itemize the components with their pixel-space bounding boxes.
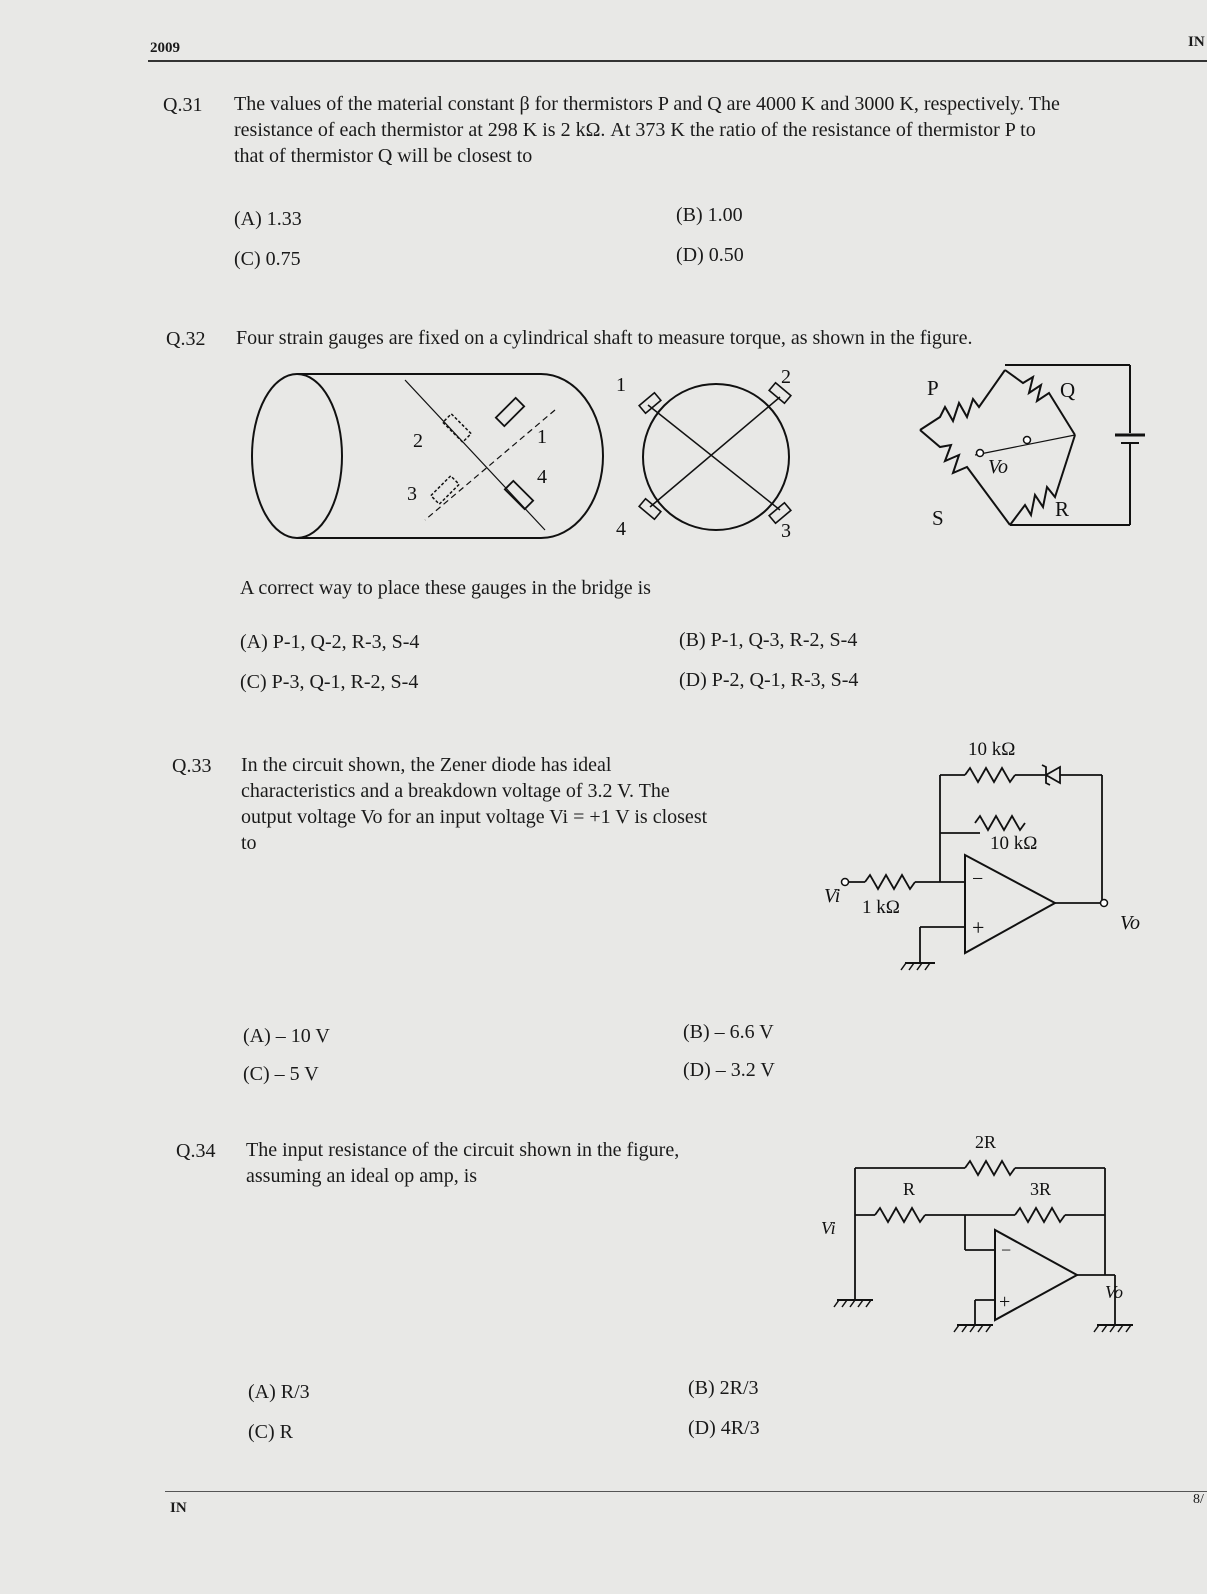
q31-text	[234, 91, 1194, 169]
end-gauge-1	[639, 393, 661, 414]
shaft-label-3: 3	[407, 483, 417, 505]
q32-bridge-figure	[915, 365, 1155, 540]
header-rule	[148, 60, 1207, 62]
q34-option-a: (A) R/3	[248, 1381, 310, 1403]
q34-text	[246, 1137, 679, 1189]
q31-text-line2: resistance of each thermistor at 298 K is 2 kΩ. At 373 K the ratio of the resistance of thermistor P to	[234, 119, 1036, 141]
q33-circuit-figure	[820, 735, 1150, 985]
end-view-circle	[643, 384, 789, 530]
bridge-output-terminal-left	[977, 450, 984, 457]
gauge-1	[496, 398, 524, 426]
gauge-2	[443, 414, 471, 442]
resistor-10k-mid	[975, 816, 1025, 830]
q32-option-d: (D) P-2, Q-1, R-3, S-4	[679, 669, 859, 691]
q34-text-line1: The input resistance of the circuit shown in the figure,	[246, 1139, 680, 1161]
bridge-label-s: S	[932, 506, 944, 530]
end-view-diagonal-1	[648, 405, 780, 510]
q34-label-3r: 3R	[1030, 1179, 1052, 1199]
q32-shaft-figure	[255, 370, 615, 550]
resistor-r	[875, 1208, 925, 1222]
q34-label-r: R	[903, 1179, 916, 1199]
header-year: 2009	[150, 40, 180, 56]
q33-text-line4: to	[241, 832, 257, 854]
shaft-label-1: 1	[537, 426, 547, 448]
gauge-4	[505, 481, 533, 509]
zener-diode	[1046, 767, 1060, 783]
bridge-label-r: R	[1055, 497, 1070, 521]
ground-noninv-hatch	[954, 1325, 991, 1332]
q34-circuit-figure	[815, 1130, 1155, 1360]
q33-option-d: (D) – 3.2 V	[683, 1059, 775, 1081]
q34-option-b: (B) 2R/3	[688, 1377, 759, 1399]
q32-end-view-figure	[616, 365, 808, 545]
header-paper-code: IN	[1188, 34, 1205, 50]
q31-option-c: (C) 0.75	[234, 248, 301, 270]
bridge-label-vo: Vo	[988, 456, 1008, 478]
bridge-node-lines	[920, 370, 1130, 525]
q33-label-minus: −	[972, 868, 984, 890]
q33-option-a: (A) – 10 V	[243, 1025, 330, 1047]
q34-label-plus: +	[999, 1291, 1011, 1313]
q34-number: Q.34	[176, 1140, 216, 1162]
resistor-10k-top	[965, 768, 1015, 782]
q31-option-a: (A) 1.33	[234, 208, 302, 230]
q33-number: Q.33	[172, 755, 212, 777]
end-view-label-2: 2	[781, 366, 791, 388]
q32-option-c: (C) P-3, Q-1, R-2, S-4	[240, 671, 419, 693]
bridge-label-p: P	[927, 376, 939, 400]
q34-label-vi: Vi	[821, 1218, 836, 1238]
q34-label-2r: 2R	[975, 1132, 997, 1152]
q31-option-b: (B) 1.00	[676, 204, 743, 226]
q32-prompt: A correct way to place these gauges in the bridge is	[240, 577, 651, 599]
q33-option-b: (B) – 6.6 V	[683, 1021, 774, 1043]
end-view-label-3: 3	[781, 520, 791, 542]
q32-option-b: (B) P-1, Q-3, R-2, S-4	[679, 629, 858, 651]
ground-symbol-hatch	[901, 963, 930, 970]
q33-label-r-top: 10 kΩ	[968, 739, 1016, 760]
q31-text-line3: that of thermistor Q will be closest to	[234, 145, 533, 167]
resistor-2r	[965, 1161, 1015, 1175]
ground-vo-hatch	[1094, 1325, 1131, 1332]
q32-option-a: (A) P-1, Q-2, R-3, S-4	[240, 631, 420, 653]
q31-text-line1: The values of the material constant β for thermistors P and Q are 4000 K and 3000 K, respectively. The	[234, 93, 1060, 115]
bridge-output-terminal-right	[1024, 437, 1031, 444]
footer-rule	[165, 1491, 1207, 1492]
shaft-label-2: 2	[413, 430, 423, 452]
q34-label-minus: −	[1001, 1240, 1012, 1260]
shaft-label-4: 4	[537, 466, 547, 488]
q31-option-d: (D) 0.50	[676, 244, 744, 266]
vi-terminal	[842, 879, 849, 886]
q32-number: Q.32	[166, 328, 206, 350]
q34-text-line2: assuming an ideal op amp, is	[246, 1165, 478, 1187]
end-view-diagonal-2	[650, 397, 780, 507]
gauge-3	[431, 476, 459, 504]
q33-label-r-mid: 10 kΩ	[990, 833, 1038, 854]
q33-label-plus: +	[972, 915, 985, 940]
q34-label-vo: Vo	[1105, 1282, 1123, 1302]
q34-option-d: (D) 4R/3	[688, 1417, 760, 1439]
end-view-label-4: 4	[616, 518, 626, 540]
footer-paper-code: IN	[170, 1500, 187, 1516]
bridge-label-q: Q	[1060, 378, 1076, 402]
end-view-label-1: 1	[616, 374, 626, 396]
vo-terminal	[1101, 900, 1108, 907]
q33-text-line3: output voltage Vo for an input voltage Vi = +1 V is closest	[241, 806, 708, 828]
q33-label-vo: Vo	[1120, 912, 1140, 934]
resistor-1k	[865, 875, 915, 889]
q32-text: Four strain gauges are fixed on a cylindrical shaft to measure torque, as shown in the figure.	[236, 327, 973, 349]
q33-label-vi: Vi	[824, 885, 841, 907]
q33-option-c: (C) – 5 V	[243, 1063, 319, 1085]
q33-text-line1: In the circuit shown, the Zener diode has ideal	[241, 754, 612, 776]
q34-option-c: (C) R	[248, 1421, 293, 1443]
shaft-end-ellipse	[252, 374, 342, 538]
q33-label-r-in: 1 kΩ	[862, 897, 900, 918]
q33-text-line2: characteristics and a breakdown voltage of 3.2 V. The	[241, 780, 670, 802]
q33-text	[241, 752, 786, 856]
q31-number: Q.31	[163, 94, 203, 116]
footer-page-number: 8/	[1193, 1492, 1204, 1507]
resistor-3r	[1015, 1208, 1065, 1222]
shaft-axis-line-2	[425, 410, 555, 520]
ground-vi-hatch	[834, 1300, 871, 1307]
